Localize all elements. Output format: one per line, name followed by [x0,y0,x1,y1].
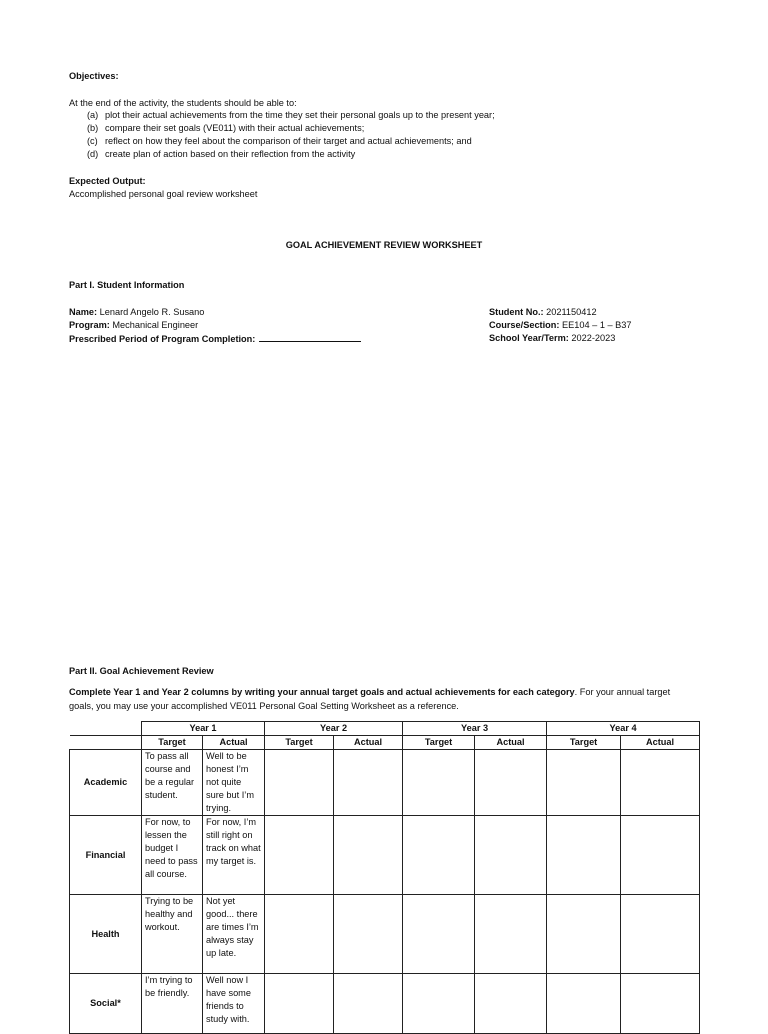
column-header: Actual [334,736,403,750]
category-cell: Academic [70,750,142,816]
empty-cell [621,816,700,895]
name-value: Lenard Angelo R. Susano [99,307,205,317]
corner-cell [70,722,142,736]
y1-actual-cell: Well now I have some friends to study with. [203,974,265,1034]
empty-cell [265,974,334,1034]
name-label: Name: [69,307,98,317]
empty-cell [265,895,334,974]
empty-cell [334,816,403,895]
school-year-value: 2022-2023 [571,333,616,343]
column-header: Target [403,736,475,750]
table-row [70,895,700,974]
column-header: Actual [203,736,265,750]
year-header-row [70,722,700,736]
objective-item-d: (d) create plan of action based on their reflection from the activity [87,149,356,159]
course-label: Course/Section: [489,320,560,330]
period-field [69,332,361,346]
empty-cell [475,895,547,974]
empty-cell [265,750,334,816]
column-header: Actual [475,736,547,750]
empty-cell [403,895,475,974]
objective-item-a: (a) plot their actual achievements from the time they set their personal goals up to the present year; [87,110,495,120]
school-year-label: School Year/Term: [489,333,569,343]
empty-cell [403,974,475,1034]
table-row [70,974,700,1034]
worksheet-title: GOAL ACHIEVEMENT REVIEW WORKSHEET [285,240,483,250]
empty-cell [403,750,475,816]
empty-cell [621,750,700,816]
y1-actual-cell: Not yet good... there are times I’m always stay up late. [203,895,265,974]
category-cell: Social* [70,974,142,1034]
category-cell: Health [70,895,142,974]
empty-cell [621,895,700,974]
y1-target-cell: I’m trying to be friendly. [142,974,203,1034]
objectives-heading: Objectives: [69,71,119,81]
y1-actual-cell: For now, I’m still right on track on what my target is. [203,816,265,895]
period-label: Prescribed Period of Program Completion: [69,334,256,344]
column-header: Actual [621,736,700,750]
empty-cell [334,895,403,974]
objectives-intro: At the end of the activity, the students should be able to: [69,98,297,108]
column-header: Target [547,736,621,750]
year-header: Year 4 [547,722,700,736]
y1-actual-cell: Well to be honest I’m not quite sure but I’m trying. [203,750,265,816]
empty-cell [475,974,547,1034]
empty-cell [334,750,403,816]
objective-item-c: (c) reflect on how they feel about the comparison of their target and actual achievements; and [87,136,472,146]
empty-cell [334,974,403,1034]
column-header: Target [265,736,334,750]
empty-cell [547,895,621,974]
part2-instruction: Complete Year 1 and Year 2 columns by writing your annual target goals and actual achievements for each category. For your annual target [69,687,671,697]
subheader-row [70,736,700,750]
corner-cell [70,736,142,750]
empty-cell [547,816,621,895]
empty-cell [403,816,475,895]
year-header: Year 3 [403,722,547,736]
program-field [69,319,198,332]
part2-heading: Part II. Goal Achievement Review [69,666,214,676]
program-label: Program: [69,320,110,330]
year-header: Year 2 [265,722,403,736]
program-value: Mechanical Engineer [112,320,199,330]
student-no-field [489,306,597,319]
column-header: Target [142,736,203,750]
name-field [69,306,204,319]
category-cell: Financial [70,816,142,895]
period-blank-line [259,332,361,342]
expected-output-heading: Expected Output: [69,176,146,186]
y1-target-cell: Trying to be healthy and workout. [142,895,203,974]
course-value: EE104 – 1 – B37 [562,320,632,330]
school-year-field [489,332,615,345]
y1-target-cell: To pass all course and be a regular student. [142,750,203,816]
empty-cell [265,816,334,895]
goal-review-table [69,721,700,1034]
objectives-list [87,109,495,161]
course-field [489,319,632,332]
empty-cell [621,974,700,1034]
empty-cell [547,750,621,816]
part1-heading: Part I. Student Information [69,280,185,290]
student-no-value: 2021150412 [546,307,597,317]
part2-instruction-line2: goals, you may use your accomplished VE011 Personal Goal Setting Worksheet as a reference. [69,701,459,711]
empty-cell [475,816,547,895]
empty-cell [547,974,621,1034]
year-header: Year 1 [142,722,265,736]
expected-output-text: Accomplished personal goal review worksheet [69,189,258,199]
y1-target-cell: For now, to lessen the budget I need to pass all course. [142,816,203,895]
objective-item-b: (b) compare their set goals (VE011) with their actual achievements; [87,123,365,133]
student-no-label: Student No.: [489,307,544,317]
table-row [70,816,700,895]
table-row [70,750,700,816]
empty-cell [475,750,547,816]
